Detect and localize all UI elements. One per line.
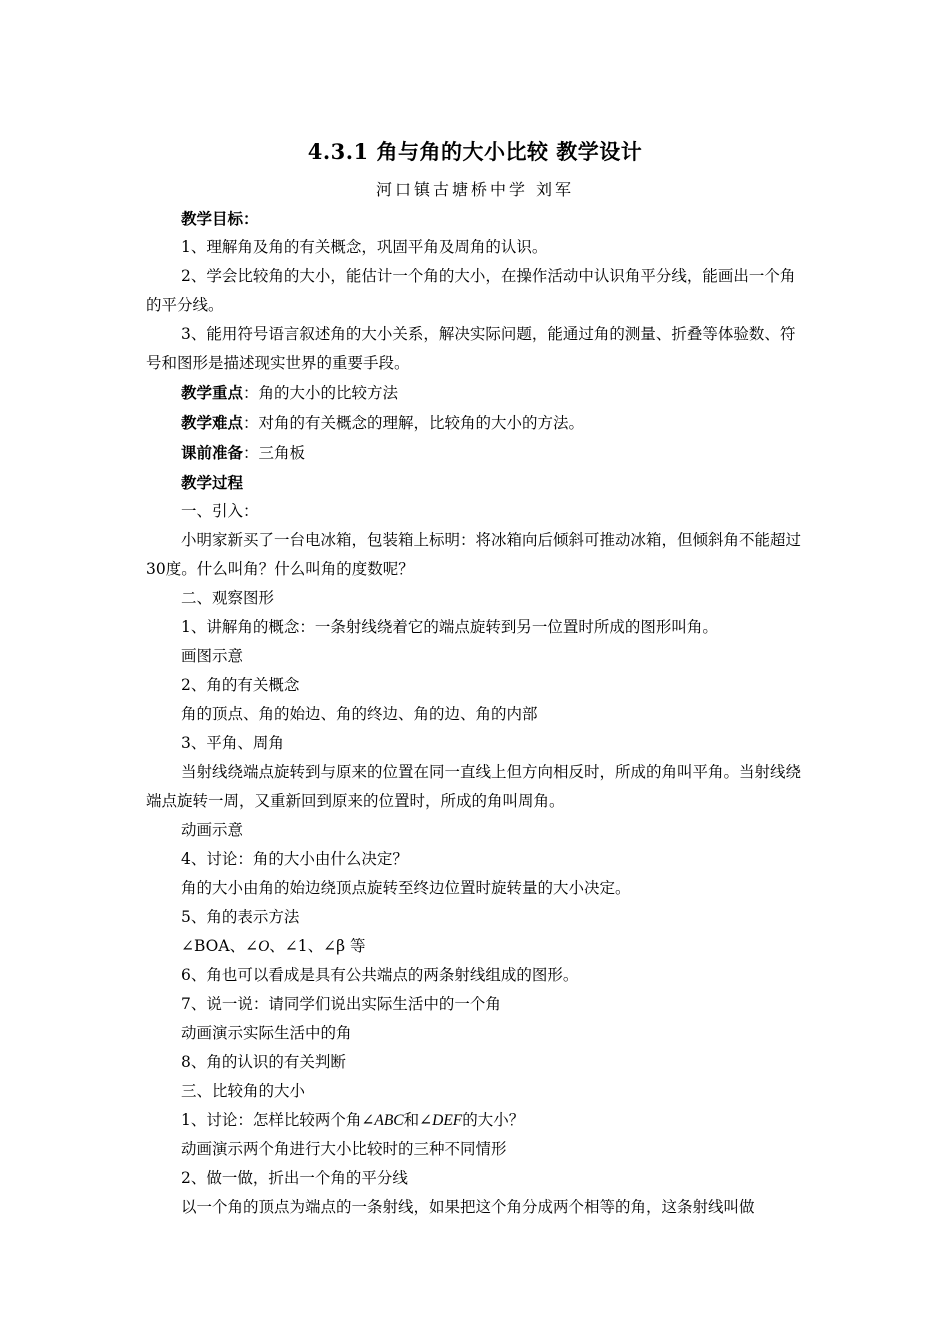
difficulty	[146, 408, 808, 438]
key-point	[146, 378, 808, 408]
paragraph: 3、平角、周角	[181, 734, 284, 752]
paragraph: 1、讲解角的概念：一条射线绕着它的端点旋转到另一位置时所成的图形叫角。	[181, 618, 718, 636]
paragraph: 2、角的有关概念	[181, 676, 300, 694]
goal-item: 2、学会比较角的大小，能估计一个角的大小，在操作活动中认识角平分线，能画出一个角的平分线。	[146, 267, 796, 314]
paragraph: 动画演示实际生活中的角	[181, 1024, 352, 1042]
key-point-label: 教学重点	[181, 383, 244, 402]
paragraph: 以一个角的顶点为端点的一条射线，如果把这个角分成两个相等的角，这条射线叫做	[181, 1198, 755, 1216]
document-author: 河口镇古塘桥中学 刘军	[375, 180, 575, 199]
question-part: 1、讨论：怎样比较两个角∠	[181, 1111, 375, 1129]
goal-item: 3、能用符号语言叙述角的大小关系，解决实际问题，能通过角的测量、折叠等体验数、符号和图形是描述现实世界的重要手段。	[146, 325, 796, 372]
angle-abc: ABC	[374, 1112, 404, 1129]
difficulty-text: ：对角的有关概念的理解，比较角的大小的方法。	[243, 414, 585, 432]
question-part: 和∠	[403, 1111, 433, 1129]
preparation	[146, 438, 808, 468]
key-point-text: ：角的大小的比较方法	[243, 384, 399, 402]
paragraph: 角的大小由角的始边绕顶点旋转至终边位置时旋转量的大小决定。	[181, 879, 631, 897]
question-part: 的大小？	[462, 1111, 525, 1129]
angle-def: DEF	[432, 1112, 463, 1129]
paragraph: 4、讨论：角的大小由什么决定？	[181, 850, 408, 868]
paragraph: 小明家新买了一台电冰箱，包装箱上标明：将冰箱向后倾斜可推动冰箱，但倾斜角不能超过30度。什么叫角？什么叫角的度数呢？	[146, 531, 802, 578]
section-heading: 一、引入：	[181, 502, 259, 520]
paragraph: 动画示意	[181, 821, 244, 839]
angle-notation	[146, 932, 808, 961]
prep-text: ：三角板	[243, 444, 306, 462]
goals-heading: 教学目标：	[181, 209, 259, 228]
paragraph: 7、说一说：请同学们说出实际生活中的一个角	[181, 995, 501, 1013]
process-heading: 教学过程	[181, 473, 244, 492]
paragraph: 画图示意	[181, 647, 244, 665]
notation-italic: O	[258, 938, 270, 955]
paragraph: 当射线绕端点旋转到与原来的位置在同一直线上但方向相反时，所成的角叫平角。当射线绕端点旋转一周，又重新回到原来的位置时，所成的角叫周角。	[146, 763, 802, 810]
document-body	[146, 204, 808, 1222]
section-heading: 三、比较角的大小	[181, 1082, 306, 1100]
prep-label: 课前准备	[181, 443, 244, 462]
compare-question	[146, 1106, 808, 1135]
paragraph: 6、角也可以看成是具有公共端点的两条射线组成的图形。	[181, 966, 579, 984]
notation-part: 、∠1、∠β 等	[269, 937, 366, 955]
goal-item: 1、理解角及角的有关概念，巩固平角及周角的认识。	[181, 238, 548, 256]
paragraph: 8、角的认识的有关判断	[181, 1053, 346, 1071]
paragraph: 动画演示两个角进行大小比较时的三种不同情形	[181, 1140, 507, 1158]
section-heading: 二、观察图形	[181, 589, 275, 607]
paragraph: 角的顶点、角的始边、角的终边、角的边、角的内部	[181, 705, 538, 723]
difficulty-label: 教学难点	[181, 413, 244, 432]
document-title: 4.3.1 角与角的大小比较 教学设计	[307, 139, 643, 164]
paragraph: 2、做一做，折出一个角的平分线	[181, 1169, 408, 1187]
notation-part: ∠BOA、∠	[181, 937, 259, 955]
paragraph: 5、角的表示方法	[181, 908, 300, 926]
